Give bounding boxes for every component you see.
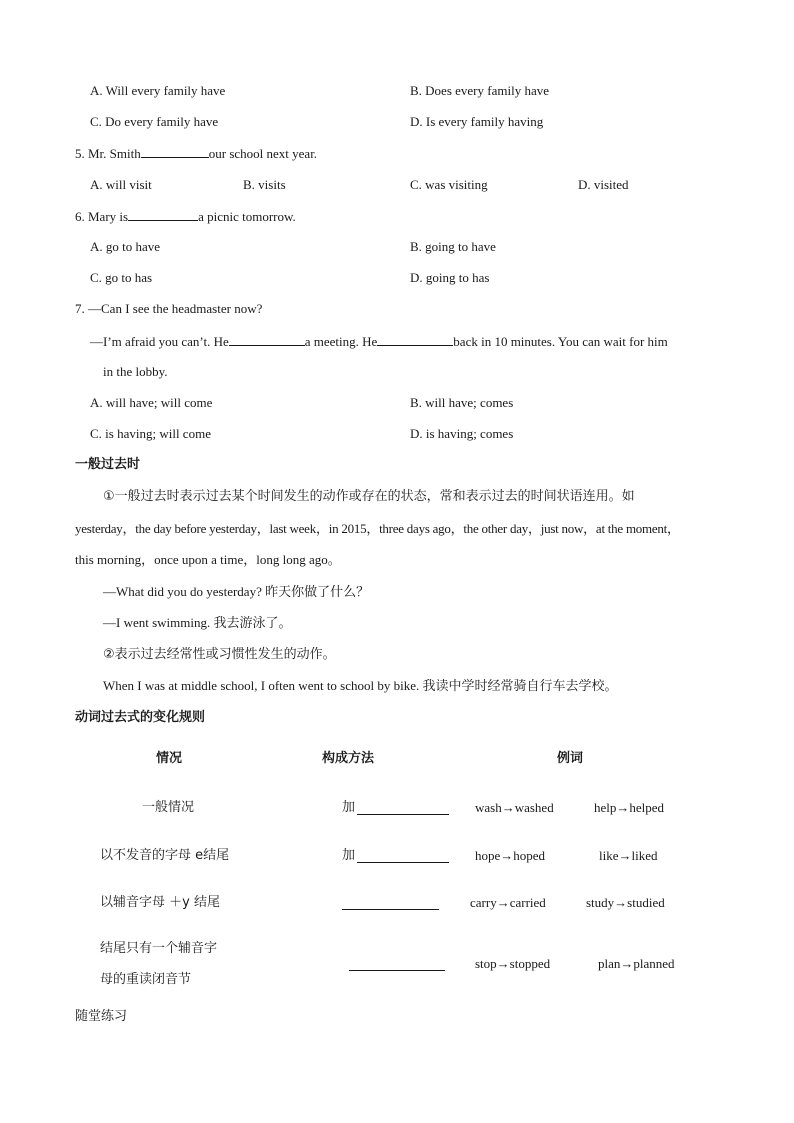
q6-option-b: B. going to have: [410, 239, 496, 254]
q6-suffix: a picnic tomorrow.: [198, 209, 296, 224]
q7-option-b: B. will have; comes: [410, 395, 514, 410]
past-tense-paragraph-2: ②表示过去经常性或习惯性发生的动作。: [103, 647, 336, 662]
row-1-example-2: help→helped: [594, 800, 665, 815]
q7-answer-continued: in the lobby.: [103, 364, 168, 379]
q7-blank-2: [377, 333, 453, 346]
column-header-example: 例词: [557, 751, 584, 766]
row-2-example-2: like→liked: [599, 848, 658, 863]
q5-option-a: A. will visit: [90, 177, 152, 192]
rules-heading: 动词过去式的变化规则: [75, 710, 206, 725]
q6-blank: [128, 208, 198, 221]
q7-blank-1: [229, 333, 305, 346]
q5-option-b: B. visits: [243, 177, 286, 192]
q5-suffix: our school next year.: [208, 146, 318, 161]
example-3: [103, 678, 618, 695]
q7-option-c: C. is having; will come: [90, 426, 211, 441]
q6-option-d: D. going to has: [410, 270, 490, 285]
row-1-example-1: wash→washed: [475, 800, 554, 815]
q4-option-a: A. Will every family have: [90, 83, 226, 98]
past-tense-paragraph-1-line-1: ①一般过去时表示过去某个时间发生的动作或存在的状态，常和表示过去的时间状语连用。如: [103, 489, 635, 504]
row-1-blank: [357, 814, 449, 815]
q5-option-d: D. visited: [578, 177, 629, 192]
practice-heading: 随堂练习: [75, 1009, 128, 1024]
row-2-method: 加: [342, 848, 356, 863]
q5-prefix: 5. Mr. Smith: [75, 146, 141, 161]
q6-option-a: A. go to have: [90, 239, 161, 254]
row-2-example-1: hope→hoped: [475, 848, 546, 863]
q7-option-d: D. is having; comes: [410, 426, 514, 441]
row-4-situation-line-2: 母的重读闭音节: [100, 972, 192, 987]
column-header-situation: 情况: [156, 751, 183, 766]
past-tense-heading: 一般过去时: [75, 457, 141, 472]
column-header-method: 构成方法: [322, 751, 375, 766]
example-1-english: —What did you do yesterday?: [103, 584, 262, 599]
q7-answer-line: [90, 333, 668, 350]
row-3-example-2: study→studied: [586, 895, 665, 910]
row-3-situation: 以辅音字母 ＋y 结尾: [100, 895, 220, 910]
row-1-situation: 一般情况: [142, 800, 195, 815]
row-2-situation: 以不发音的字母 e结尾: [100, 848, 230, 863]
past-tense-paragraph-1-line-3: this morning，once upon a time，long long ago。: [75, 552, 341, 567]
row-4-situation-line-1: 结尾只有一个辅音字: [100, 941, 218, 956]
q7-answer-part1: —I’m afraid you can’t. He: [90, 334, 229, 349]
row-4-example-1: stop→stopped: [475, 956, 551, 971]
q7-question: 7. —Can I see the headmaster now?: [75, 301, 263, 316]
q4-option-d: D. Is every family having: [410, 114, 544, 129]
example-3-english: When I was at middle school, I often went to school by bike.: [103, 678, 420, 693]
q5-stem: [75, 145, 317, 162]
q6-prefix: 6. Mary is: [75, 209, 129, 224]
q5-blank: [141, 145, 209, 158]
example-2: [103, 615, 292, 632]
q5-option-c: C. was visiting: [410, 177, 488, 192]
q4-option-b: B. Does every family have: [410, 83, 549, 98]
q7-answer-part3: back in 10 minutes. You can wait for him: [453, 334, 668, 349]
q7-answer-part2: a meeting. He: [304, 334, 378, 349]
q4-option-c: C. Do every family have: [90, 114, 219, 129]
q7-option-a: A. will have; will come: [90, 395, 213, 410]
row-3-blank: [342, 909, 439, 910]
past-tense-paragraph-1-line-2: yesterday，the day before yesterday，last week，in 2015，three days ago，the other day，just now，at the moment，: [75, 521, 680, 536]
example-2-english: —I went swimming.: [103, 615, 211, 630]
row-3-example-1: carry→carried: [470, 895, 546, 910]
q6-stem: [75, 208, 296, 225]
example-1: [103, 584, 369, 601]
q6-option-c: C. go to has: [90, 270, 153, 285]
example-2-chinese: 我去游泳了。: [213, 616, 292, 631]
example-1-chinese: 昨天你做了什么？: [265, 585, 370, 600]
row-4-example-2: plan→planned: [598, 956, 675, 971]
row-2-blank: [357, 862, 449, 863]
row-4-blank: [349, 970, 445, 971]
example-3-chinese: 我读中学时经常骑自行车去学校。: [422, 679, 618, 694]
row-1-method: 加: [342, 800, 356, 815]
